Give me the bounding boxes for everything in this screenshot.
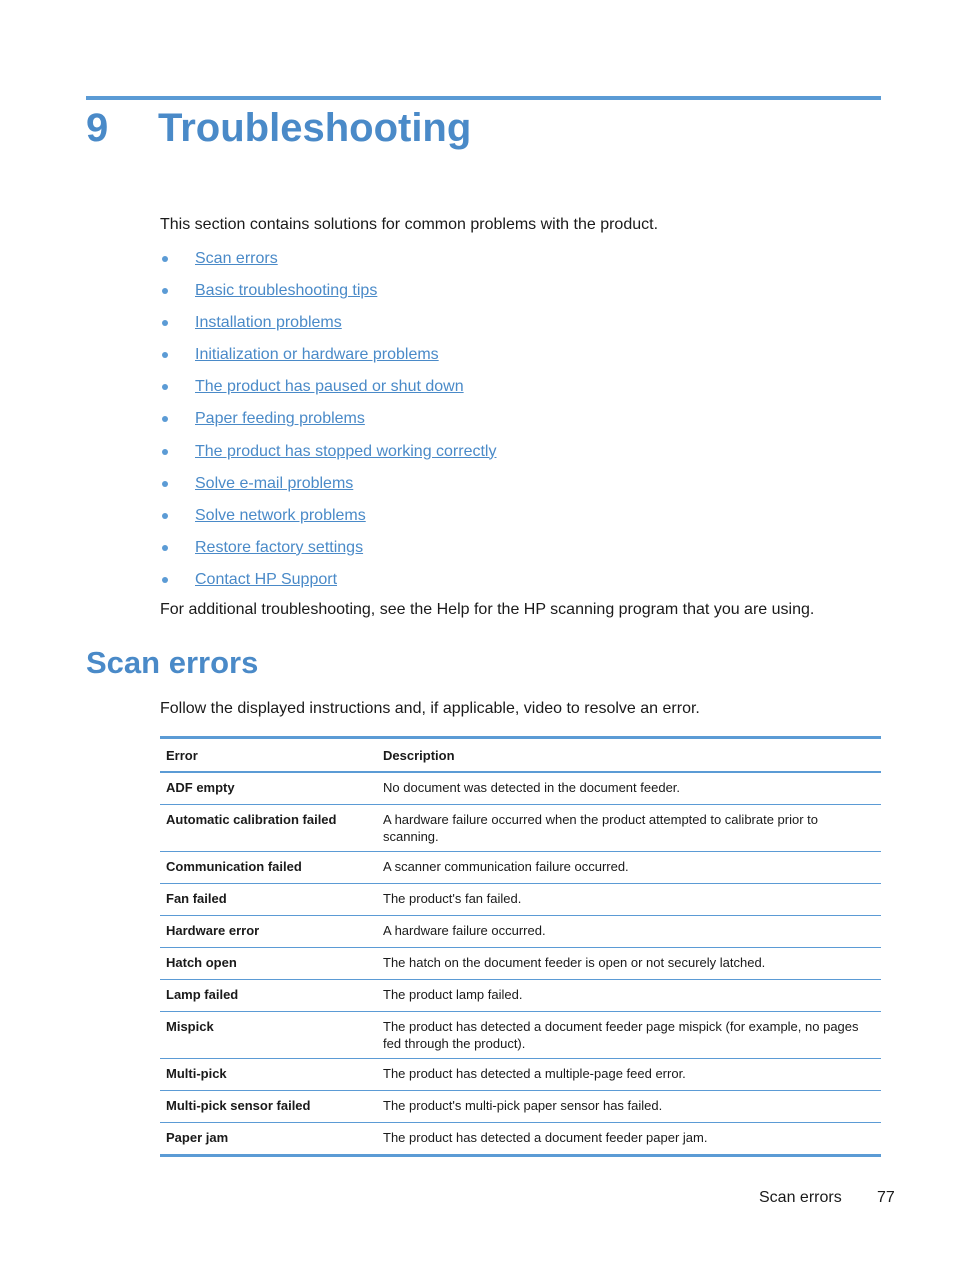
error-name: Multi-pick sensor failed xyxy=(160,1091,377,1123)
error-description: A hardware failure occurred. xyxy=(377,916,881,948)
toc-item xyxy=(160,407,496,439)
toc-item xyxy=(160,568,496,600)
error-description: The product has detected a multiple-page feed error. xyxy=(377,1059,881,1091)
toc-link[interactable]: Installation problems xyxy=(195,314,342,332)
toc-item xyxy=(160,375,496,407)
toc-link[interactable]: Basic troubleshooting tips xyxy=(195,282,378,300)
toc-item xyxy=(160,536,496,568)
error-description: The product has detected a document feeder page mispick (for example, no pages fed through the product). xyxy=(377,1012,881,1059)
toc-link[interactable]: Initialization or hardware problems xyxy=(195,346,439,364)
footer-page-number: 77 xyxy=(877,1189,895,1206)
toc-item xyxy=(160,440,496,472)
table-row xyxy=(160,772,881,805)
toc-link[interactable]: Restore factory settings xyxy=(195,538,364,556)
bullet-icon xyxy=(162,256,168,262)
chapter-rule xyxy=(86,96,881,100)
section-title: Scan errors xyxy=(86,645,259,680)
scan-errors-table xyxy=(160,736,881,1157)
toc-list xyxy=(160,247,496,600)
error-description: A scanner communication failure occurred. xyxy=(377,852,881,884)
toc-link[interactable]: Solve network problems xyxy=(195,506,366,524)
bullet-icon xyxy=(162,513,168,519)
error-description: The product's multi-pick paper sensor has failed. xyxy=(377,1091,881,1123)
chapter-number: 9 xyxy=(86,106,109,150)
bullet-icon xyxy=(162,545,168,551)
table-row xyxy=(160,1091,881,1123)
error-name: Hatch open xyxy=(160,948,377,980)
error-description: The product lamp failed. xyxy=(377,980,881,1012)
error-name: Multi-pick xyxy=(160,1059,377,1091)
header-error: Error xyxy=(160,738,377,773)
toc-item xyxy=(160,279,496,311)
header-description: Description xyxy=(377,738,881,773)
bullet-icon xyxy=(162,320,168,326)
error-description: A hardware failure occurred when the product attempted to calibrate prior to scanning. xyxy=(377,805,881,852)
chapter-heading xyxy=(86,106,471,151)
intro-text: This section contains solutions for common problems with the product. xyxy=(160,216,659,233)
error-name: Mispick xyxy=(160,1012,377,1059)
error-name: Paper jam xyxy=(166,1130,229,1145)
error-name: Fan failed xyxy=(160,884,377,916)
error-description: The product has detected a document feeder paper jam. xyxy=(383,1130,708,1145)
error-name: Hardware error xyxy=(160,916,377,948)
bullet-icon xyxy=(162,577,168,583)
table-row xyxy=(160,980,881,1012)
chapter-title: Troubleshooting xyxy=(158,106,472,150)
error-name: Lamp failed xyxy=(160,980,377,1012)
error-description: The product's fan failed. xyxy=(377,884,881,916)
toc-item xyxy=(160,504,496,536)
bullet-icon xyxy=(162,352,168,358)
toc-link[interactable]: Solve e-mail problems xyxy=(195,474,354,492)
table-row xyxy=(160,948,881,980)
bullet-icon xyxy=(162,416,168,422)
table-row xyxy=(160,884,881,916)
table-header-row xyxy=(160,738,881,773)
toc-link[interactable]: The product has paused or shut down xyxy=(195,378,464,396)
bullet-icon xyxy=(162,288,168,294)
bullet-icon xyxy=(162,481,168,487)
bullet-icon xyxy=(162,384,168,390)
error-description: No document was detected in the document feeder. xyxy=(377,772,881,805)
table-row xyxy=(160,1012,881,1059)
toc-link[interactable]: Contact HP Support xyxy=(195,570,338,588)
toc-item xyxy=(160,311,496,343)
toc-link[interactable]: Scan errors xyxy=(195,250,278,267)
table-row xyxy=(160,916,881,948)
error-name: Automatic calibration failed xyxy=(160,805,377,852)
footer-section-name: Scan errors xyxy=(759,1189,842,1206)
bullet-icon xyxy=(162,449,168,455)
toc-link[interactable]: The product has stopped working correctly xyxy=(195,442,497,460)
toc-item xyxy=(160,343,496,375)
error-name: ADF empty xyxy=(160,772,377,805)
toc-link[interactable]: Paper feeding problems xyxy=(195,410,365,428)
table-row xyxy=(160,805,881,852)
table-row xyxy=(160,1123,881,1156)
toc-item xyxy=(160,247,496,279)
error-name: Communication failed xyxy=(160,852,377,884)
table-row xyxy=(160,1059,881,1091)
toc-item xyxy=(160,472,496,504)
section-intro: Follow the displayed instructions and, if applicable, video to resolve an error. xyxy=(160,700,700,717)
error-description: The hatch on the document feeder is open or not securely latched. xyxy=(377,948,881,980)
table-row xyxy=(160,852,881,884)
additional-text: For additional troubleshooting, see the Help for the HP scanning program that you are using. xyxy=(160,601,815,618)
